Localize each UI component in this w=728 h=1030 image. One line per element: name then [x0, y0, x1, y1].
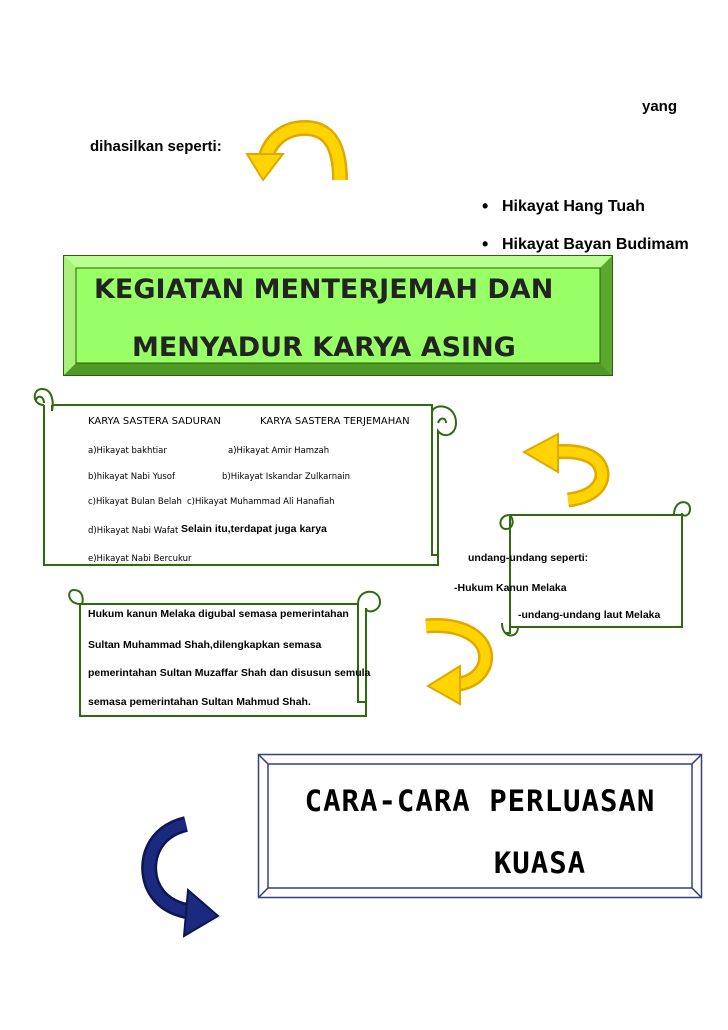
- history-line: Sultan Muhammad Shah,dilengkapkan semasa: [88, 639, 322, 651]
- banner-title-line1: KEGIATAN MENTERJEMAH DAN: [94, 274, 554, 305]
- col-header-terjemahan: KARYA SASTERA TERJEMAHAN: [260, 416, 410, 427]
- list-item: • Hikayat Hang Tuah: [478, 188, 689, 226]
- banner-translation-activities: [64, 256, 612, 375]
- banner-title-line2: MENYADUR KARYA ASING: [132, 332, 516, 363]
- text-yang: yang: [642, 98, 678, 115]
- history-line: semasa pemerintahan Sultan Mahmud Shah.: [88, 696, 311, 708]
- table-cell-left: a)Hikayat bakhtiar: [88, 446, 167, 456]
- col-header-saduran: KARYA SASTERA SADURAN: [88, 416, 221, 427]
- history-line: pemerintahan Sultan Muzaffar Shah dan disusun semula: [88, 667, 371, 679]
- law-item: -Hukum Kanun Melaka: [454, 582, 567, 594]
- hikayat-list: [478, 188, 689, 264]
- banner-bottom-line2: KUASA: [493, 846, 587, 880]
- banner-power-expansion: [258, 754, 702, 898]
- curved-arrow-blue-icon: [132, 818, 232, 938]
- overlay-text: Selain itu,terdapat juga karya: [181, 523, 327, 535]
- table-cell-right: c)Hikayat Muhammad Ali Hanafiah: [187, 497, 335, 507]
- curved-arrow-yellow-down-icon: [420, 614, 500, 706]
- banner-bottom-line1: CARA-CARA PERLUASAN: [304, 784, 656, 818]
- text-produced-label: dihasilkan seperti:: [90, 138, 222, 155]
- curved-arrow-yellow-icon: [245, 120, 355, 185]
- law-item: -undang-undang laut Melaka: [518, 609, 661, 621]
- table-cell-left: b)hikayat Nabi Yusof: [88, 472, 175, 482]
- list-item: • Hikayat Bayan Budimam: [478, 226, 689, 264]
- laws-intro: undang-undang seperti:: [468, 552, 589, 564]
- table-cell-left: e)Hikayat Nabi Bercukur: [88, 554, 192, 564]
- table-cell-right: a)Hikayat Amir Hamzah: [228, 446, 330, 456]
- table-cell-left: d)Hikayat Nabi Wafat: [88, 526, 179, 536]
- history-line: Hukum kanun Melaka digubal semasa pemerintahan: [88, 608, 349, 620]
- table-cell-left: c)Hikayat Bulan Belah: [88, 497, 182, 507]
- table-cell-right: b)Hikayat Iskandar Zulkarnain: [222, 472, 351, 482]
